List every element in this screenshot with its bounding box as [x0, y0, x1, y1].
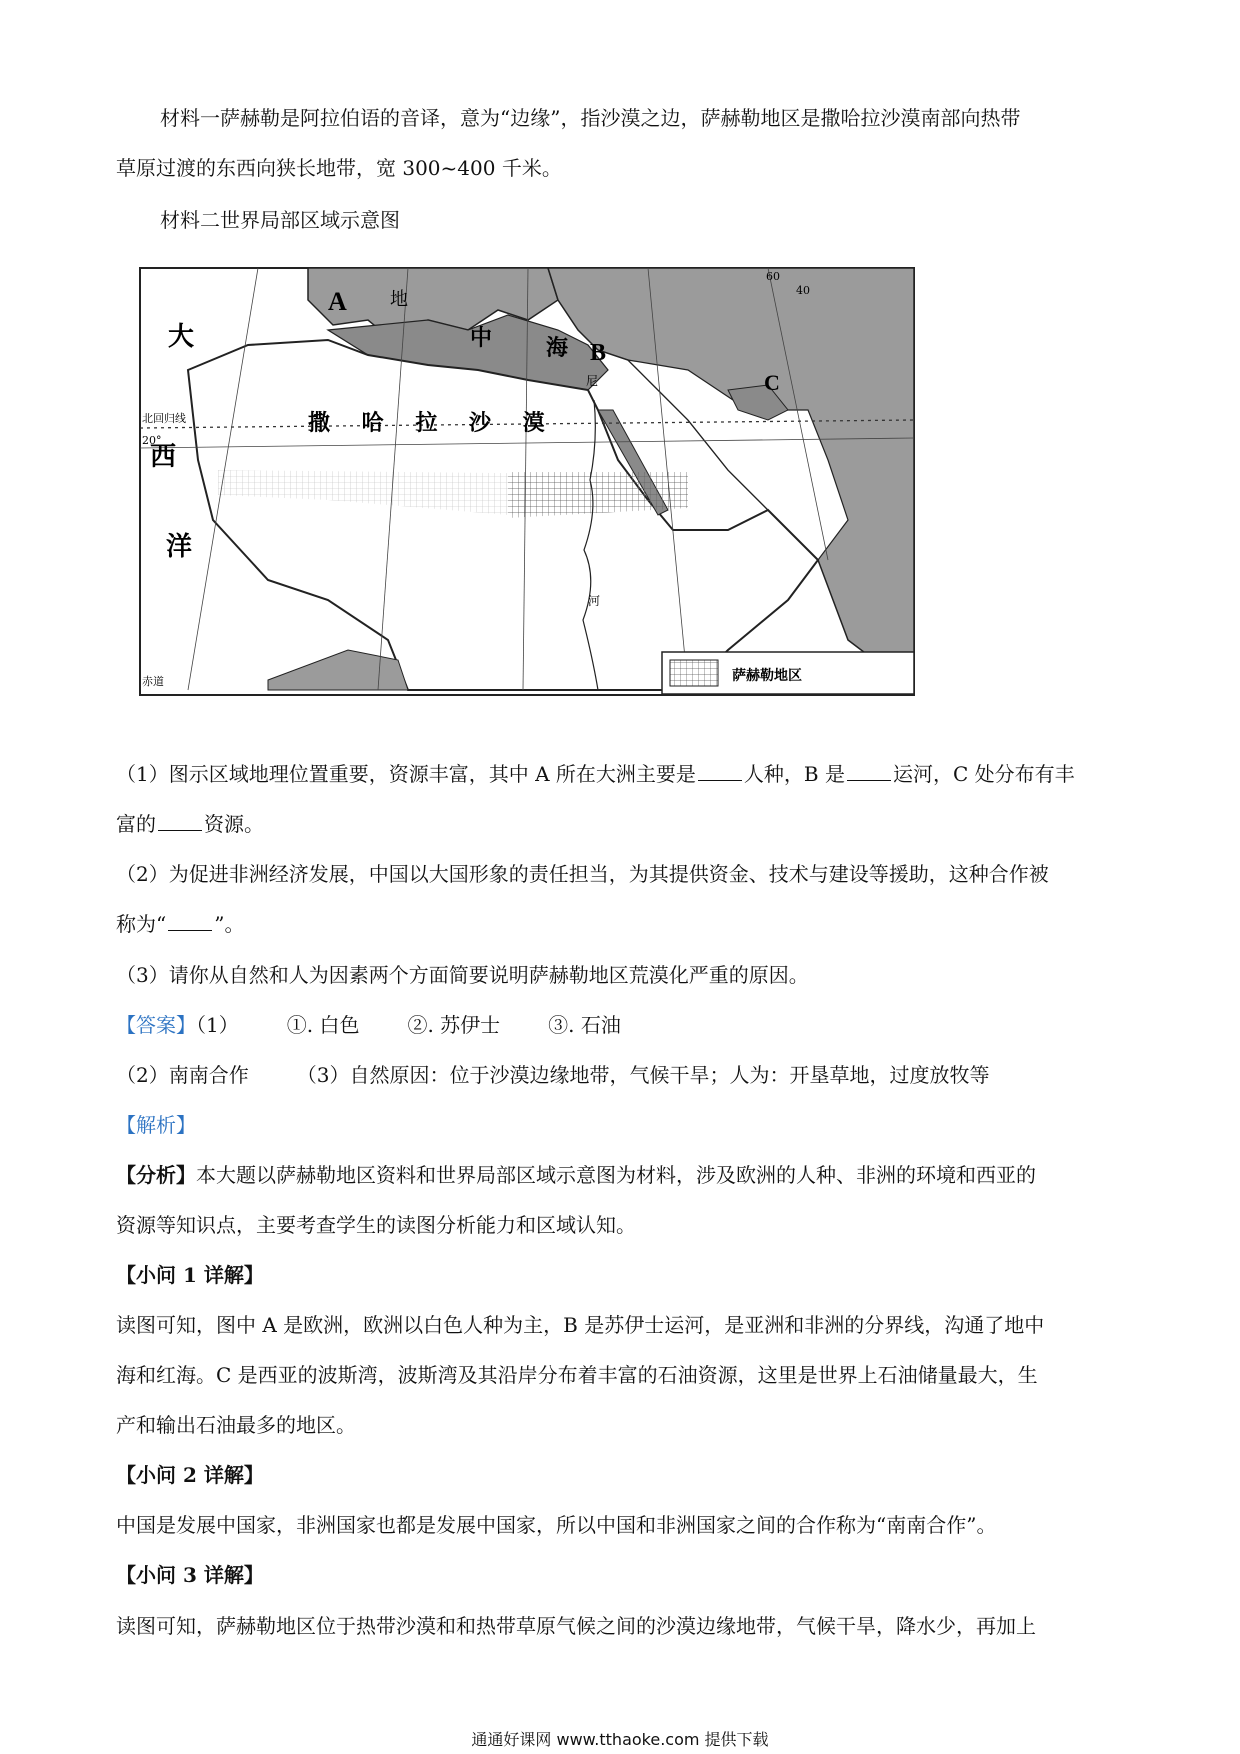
question-2-line-2 [116, 909, 1146, 939]
answer-1-1: ①. 白色 [286, 1013, 360, 1037]
answer-line-2 [116, 1060, 1146, 1090]
question-1-line-2 [116, 809, 1146, 839]
q1-text-c: 运河，C 处分布有丰 [892, 762, 1075, 786]
label-xi: 西 [150, 442, 177, 472]
label-lat40: 40 [796, 284, 810, 297]
q1-blank-1[interactable] [698, 762, 742, 781]
material-1-line-1: 材料一萨赫勒是阿拉伯语的音译，意为“边缘”，指沙漠之边，萨赫勒地区是撒哈拉沙漠南部向热带 [160, 106, 1021, 130]
label-lat20: 20° [142, 434, 162, 447]
answer-2: （2）南南合作 [116, 1063, 249, 1087]
label-B: B [590, 340, 607, 366]
footer-watermark: 通通好课网 www.tthaoke.com 提供下载 [471, 1730, 769, 1749]
q2-text-c: ”。 [214, 912, 245, 936]
q1-text-a: （1）图示区域地理位置重要，资源丰富，其中 A 所在大洲主要是 [116, 762, 696, 786]
fenxi-line-1 [116, 1160, 1146, 1190]
label-zhong: 中 [470, 325, 493, 351]
answer-line-1 [116, 1010, 1146, 1040]
label-nile-1: 尼 [586, 374, 599, 388]
subq-1-line-3: 产和输出石油最多的地区。 [116, 1413, 356, 1437]
label-da: 大 [168, 322, 195, 352]
subq-1-line-1: 读图可知，图中 A 是欧洲，欧洲以白色人种为主，B 是苏伊士运河，是亚洲和非洲的分界线，沟通了地中 [116, 1313, 1045, 1337]
label-lon60: 60 [766, 270, 780, 283]
subq-1-label: 【小问 1 详解】 [116, 1263, 264, 1287]
label-di: 地 [390, 289, 408, 310]
label-nile-2: 河 [588, 594, 601, 608]
subq-1-line-2: 海和红海。C 是西亚的波斯湾，波斯湾及其沿岸分布着丰富的石油资源，这里是世界上石油储量最大，生 [116, 1363, 1038, 1387]
fenxi-line-2: 资源等知识点，主要考查学生的读图分析能力和区域认知。 [116, 1213, 636, 1237]
answer-3: （3）自然原因：位于沙漠边缘地带，气候干旱；人为：开垦草地，过度放牧等 [296, 1063, 990, 1087]
q1-blank-3[interactable] [158, 812, 202, 831]
q1-text-b: 人种，B 是 [743, 762, 845, 786]
q2-text-b: 称为“ [116, 912, 167, 936]
label-A: A [328, 287, 347, 316]
subq-3-label: 【小问 3 详解】 [116, 1563, 264, 1587]
answer-label: 【答案】 [116, 1013, 196, 1037]
q1-text-e: 资源。 [204, 812, 264, 836]
question-3: （3）请你从自然和人为因素两个方面简要说明萨赫勒地区荒漠化严重的原因。 [116, 963, 809, 987]
analysis-label: 【解析】 [116, 1113, 196, 1137]
material-2-title: 材料二世界局部区域示意图 [160, 208, 400, 232]
material-1-line-2: 草原过渡的东西向狭长地带，宽 300~400 千米。 [116, 156, 562, 180]
label-hai: 海 [546, 335, 569, 361]
legend-swatch [670, 660, 718, 686]
q1-blank-2[interactable] [847, 762, 891, 781]
answer-1-2: ②. 苏伊士 [407, 1013, 501, 1037]
question-1-line-1 [116, 759, 1146, 789]
question-2-line-1: （2）为促进非洲经济发展，中国以大国形象的责任担当，为其提供资金、技术与建设等援助，这种合作被 [116, 862, 1049, 886]
subq-3-line-1: 读图可知，萨赫勒地区位于热带沙漠和和热带草原气候之间的沙漠边缘地带，气候干旱，降水少，再加上 [116, 1614, 1036, 1638]
label-C: C [764, 370, 780, 395]
legend-label: 萨赫勒地区 [732, 668, 802, 684]
label-sahara: 撒 哈 拉 沙 漠 [308, 410, 557, 436]
fenxi-text-1: 本大题以萨赫勒地区资料和世界局部区域示意图为材料，涉及欧洲的人种、非洲的环境和西亚的 [196, 1163, 1036, 1187]
subq-2-line-1: 中国是发展中国家，非洲国家也都是发展中国家，所以中国和非洲国家之间的合作称为“南南合作”。 [116, 1513, 997, 1537]
label-equator: 赤道 [142, 675, 164, 688]
answer-1-3: ③. 石油 [548, 1013, 621, 1037]
fenxi-label: 【分析】 [116, 1163, 196, 1187]
label-tropic: 北回归线 [142, 412, 186, 425]
q1-text-d: 富的 [116, 812, 156, 836]
q2-blank[interactable] [168, 912, 212, 931]
world-region-map [128, 260, 926, 703]
label-yang: 洋 [166, 532, 193, 562]
subq-2-label: 【小问 2 详解】 [116, 1463, 264, 1487]
answer-1-prefix: （1） [196, 1013, 239, 1037]
